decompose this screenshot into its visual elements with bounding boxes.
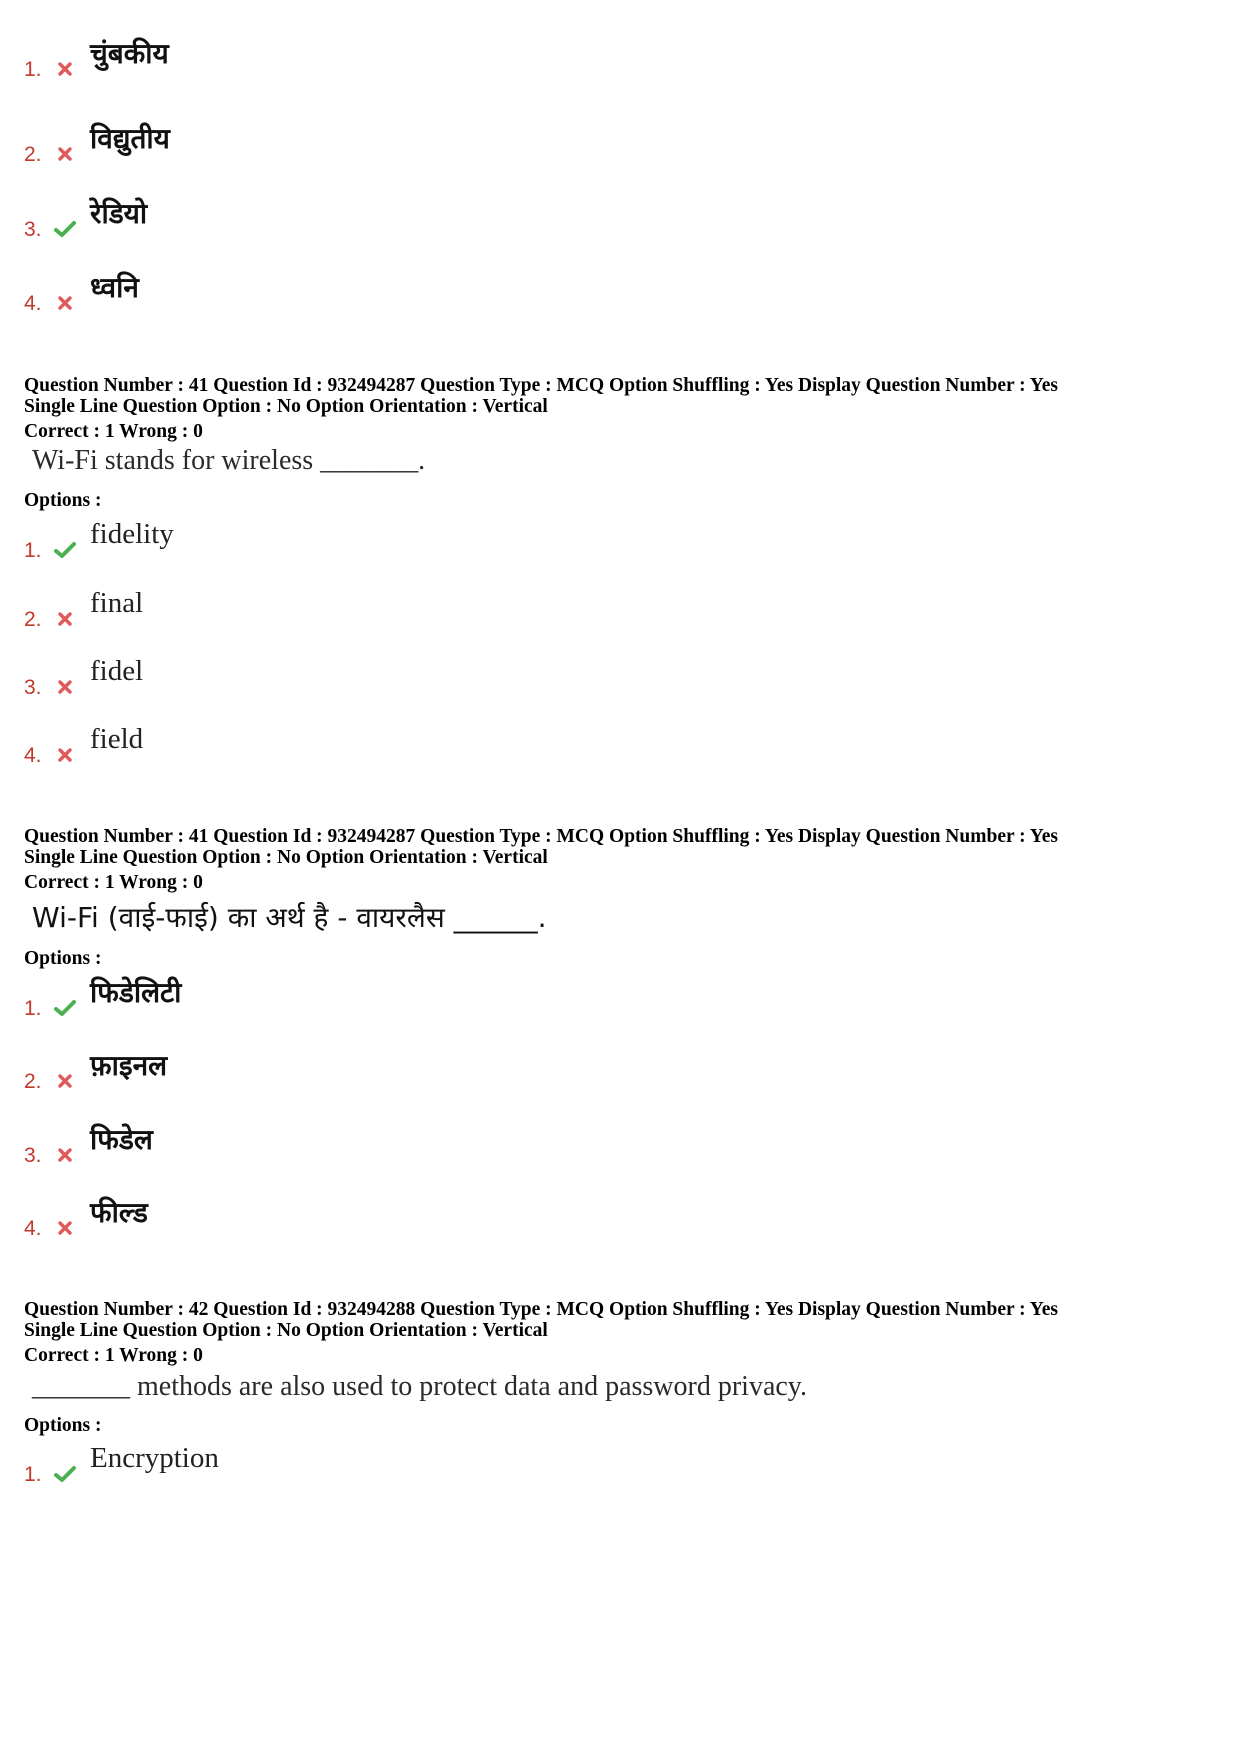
option-text: चुंबकीय	[90, 37, 169, 70]
option-number: 2.	[24, 608, 42, 631]
option-text: फ़ाइनल	[90, 1049, 168, 1082]
option-number: 2.	[24, 143, 42, 166]
option-text: फिडेलिटी	[90, 976, 182, 1009]
q41-hi-option-3	[24, 1108, 153, 1168]
q41-hi-option-4	[24, 1181, 148, 1241]
option-number: 1.	[24, 58, 42, 81]
option-text: Encryption	[90, 1442, 219, 1474]
option-text: फील्ड	[90, 1196, 148, 1229]
option-text: final	[90, 587, 144, 619]
option-number: 4.	[24, 292, 42, 315]
question-meta	[24, 1299, 1058, 1366]
option-text: fidelity	[90, 518, 174, 550]
option-text: रेडियो	[90, 197, 148, 230]
correct-wrong: Correct : 1 Wrong : 0	[24, 1345, 203, 1366]
question-meta	[24, 375, 1058, 442]
q42-option-1	[24, 1427, 219, 1487]
meta-line: Question Number : 42 Question Id : 932494288 Question Type : MCQ Option Shuffling : Yes Display Question Number : Yes	[24, 1299, 1058, 1320]
cross-icon	[52, 742, 78, 768]
meta-line: Single Line Question Option : No Option Orientation : Vertical	[24, 1320, 548, 1341]
option-text: विद्युतीय	[90, 122, 170, 155]
q41-en-option-4	[24, 708, 143, 768]
question-text: Wi-Fi (वाई-फाई) का अर्थ है - वायरलैस ______.	[32, 901, 547, 934]
option-text: ध्वनि	[90, 271, 139, 304]
option-number: 3.	[24, 1144, 42, 1167]
q41-en-option-3	[24, 640, 143, 700]
check-icon	[52, 216, 78, 242]
option-text: fidel	[90, 655, 144, 687]
check-icon	[52, 1461, 78, 1487]
top-option-2	[24, 107, 170, 167]
option-number: 4.	[24, 1217, 42, 1240]
option-number: 1.	[24, 539, 42, 562]
cross-icon	[52, 1068, 78, 1094]
option-number: 2.	[24, 1070, 42, 1093]
cross-icon	[52, 606, 78, 632]
question-text: Wi-Fi stands for wireless _______.	[32, 445, 426, 476]
option-number: 4.	[24, 744, 42, 767]
meta-line: Single Line Question Option : No Option Orientation : Vertical	[24, 396, 548, 417]
check-icon	[52, 537, 78, 563]
option-text: field	[90, 723, 144, 755]
q41-en-option-2	[24, 572, 143, 632]
cross-icon	[52, 1142, 78, 1168]
cross-icon	[52, 141, 78, 167]
options-label: Options :	[24, 1415, 102, 1436]
cross-icon	[52, 56, 78, 82]
option-number: 3.	[24, 676, 42, 699]
cross-icon	[52, 290, 78, 316]
cross-icon	[52, 1215, 78, 1241]
correct-wrong: Correct : 1 Wrong : 0	[24, 872, 203, 893]
check-icon	[52, 995, 78, 1021]
top-option-4	[24, 256, 139, 316]
top-option-3	[24, 182, 147, 242]
cross-icon	[52, 674, 78, 700]
meta-line: Question Number : 41 Question Id : 932494287 Question Type : MCQ Option Shuffling : Yes Display Question Number : Yes	[24, 826, 1058, 847]
option-number: 3.	[24, 218, 42, 241]
q41-hi-option-1	[24, 961, 181, 1021]
options-label: Options :	[24, 948, 102, 969]
question-meta	[24, 826, 1058, 893]
option-number: 1.	[24, 1463, 42, 1486]
q41-hi-option-2	[24, 1034, 167, 1094]
q41-en-option-1	[24, 503, 174, 563]
options-label: Options :	[24, 490, 102, 511]
option-text: फिडेल	[90, 1123, 153, 1156]
meta-line: Question Number : 41 Question Id : 932494287 Question Type : MCQ Option Shuffling : Yes Display Question Number : Yes	[24, 375, 1058, 396]
meta-line: Single Line Question Option : No Option Orientation : Vertical	[24, 847, 548, 868]
question-text: _______ methods are also used to protect data and password privacy.	[32, 1371, 807, 1402]
top-option-1	[24, 22, 169, 82]
option-number: 1.	[24, 997, 42, 1020]
correct-wrong: Correct : 1 Wrong : 0	[24, 421, 203, 442]
